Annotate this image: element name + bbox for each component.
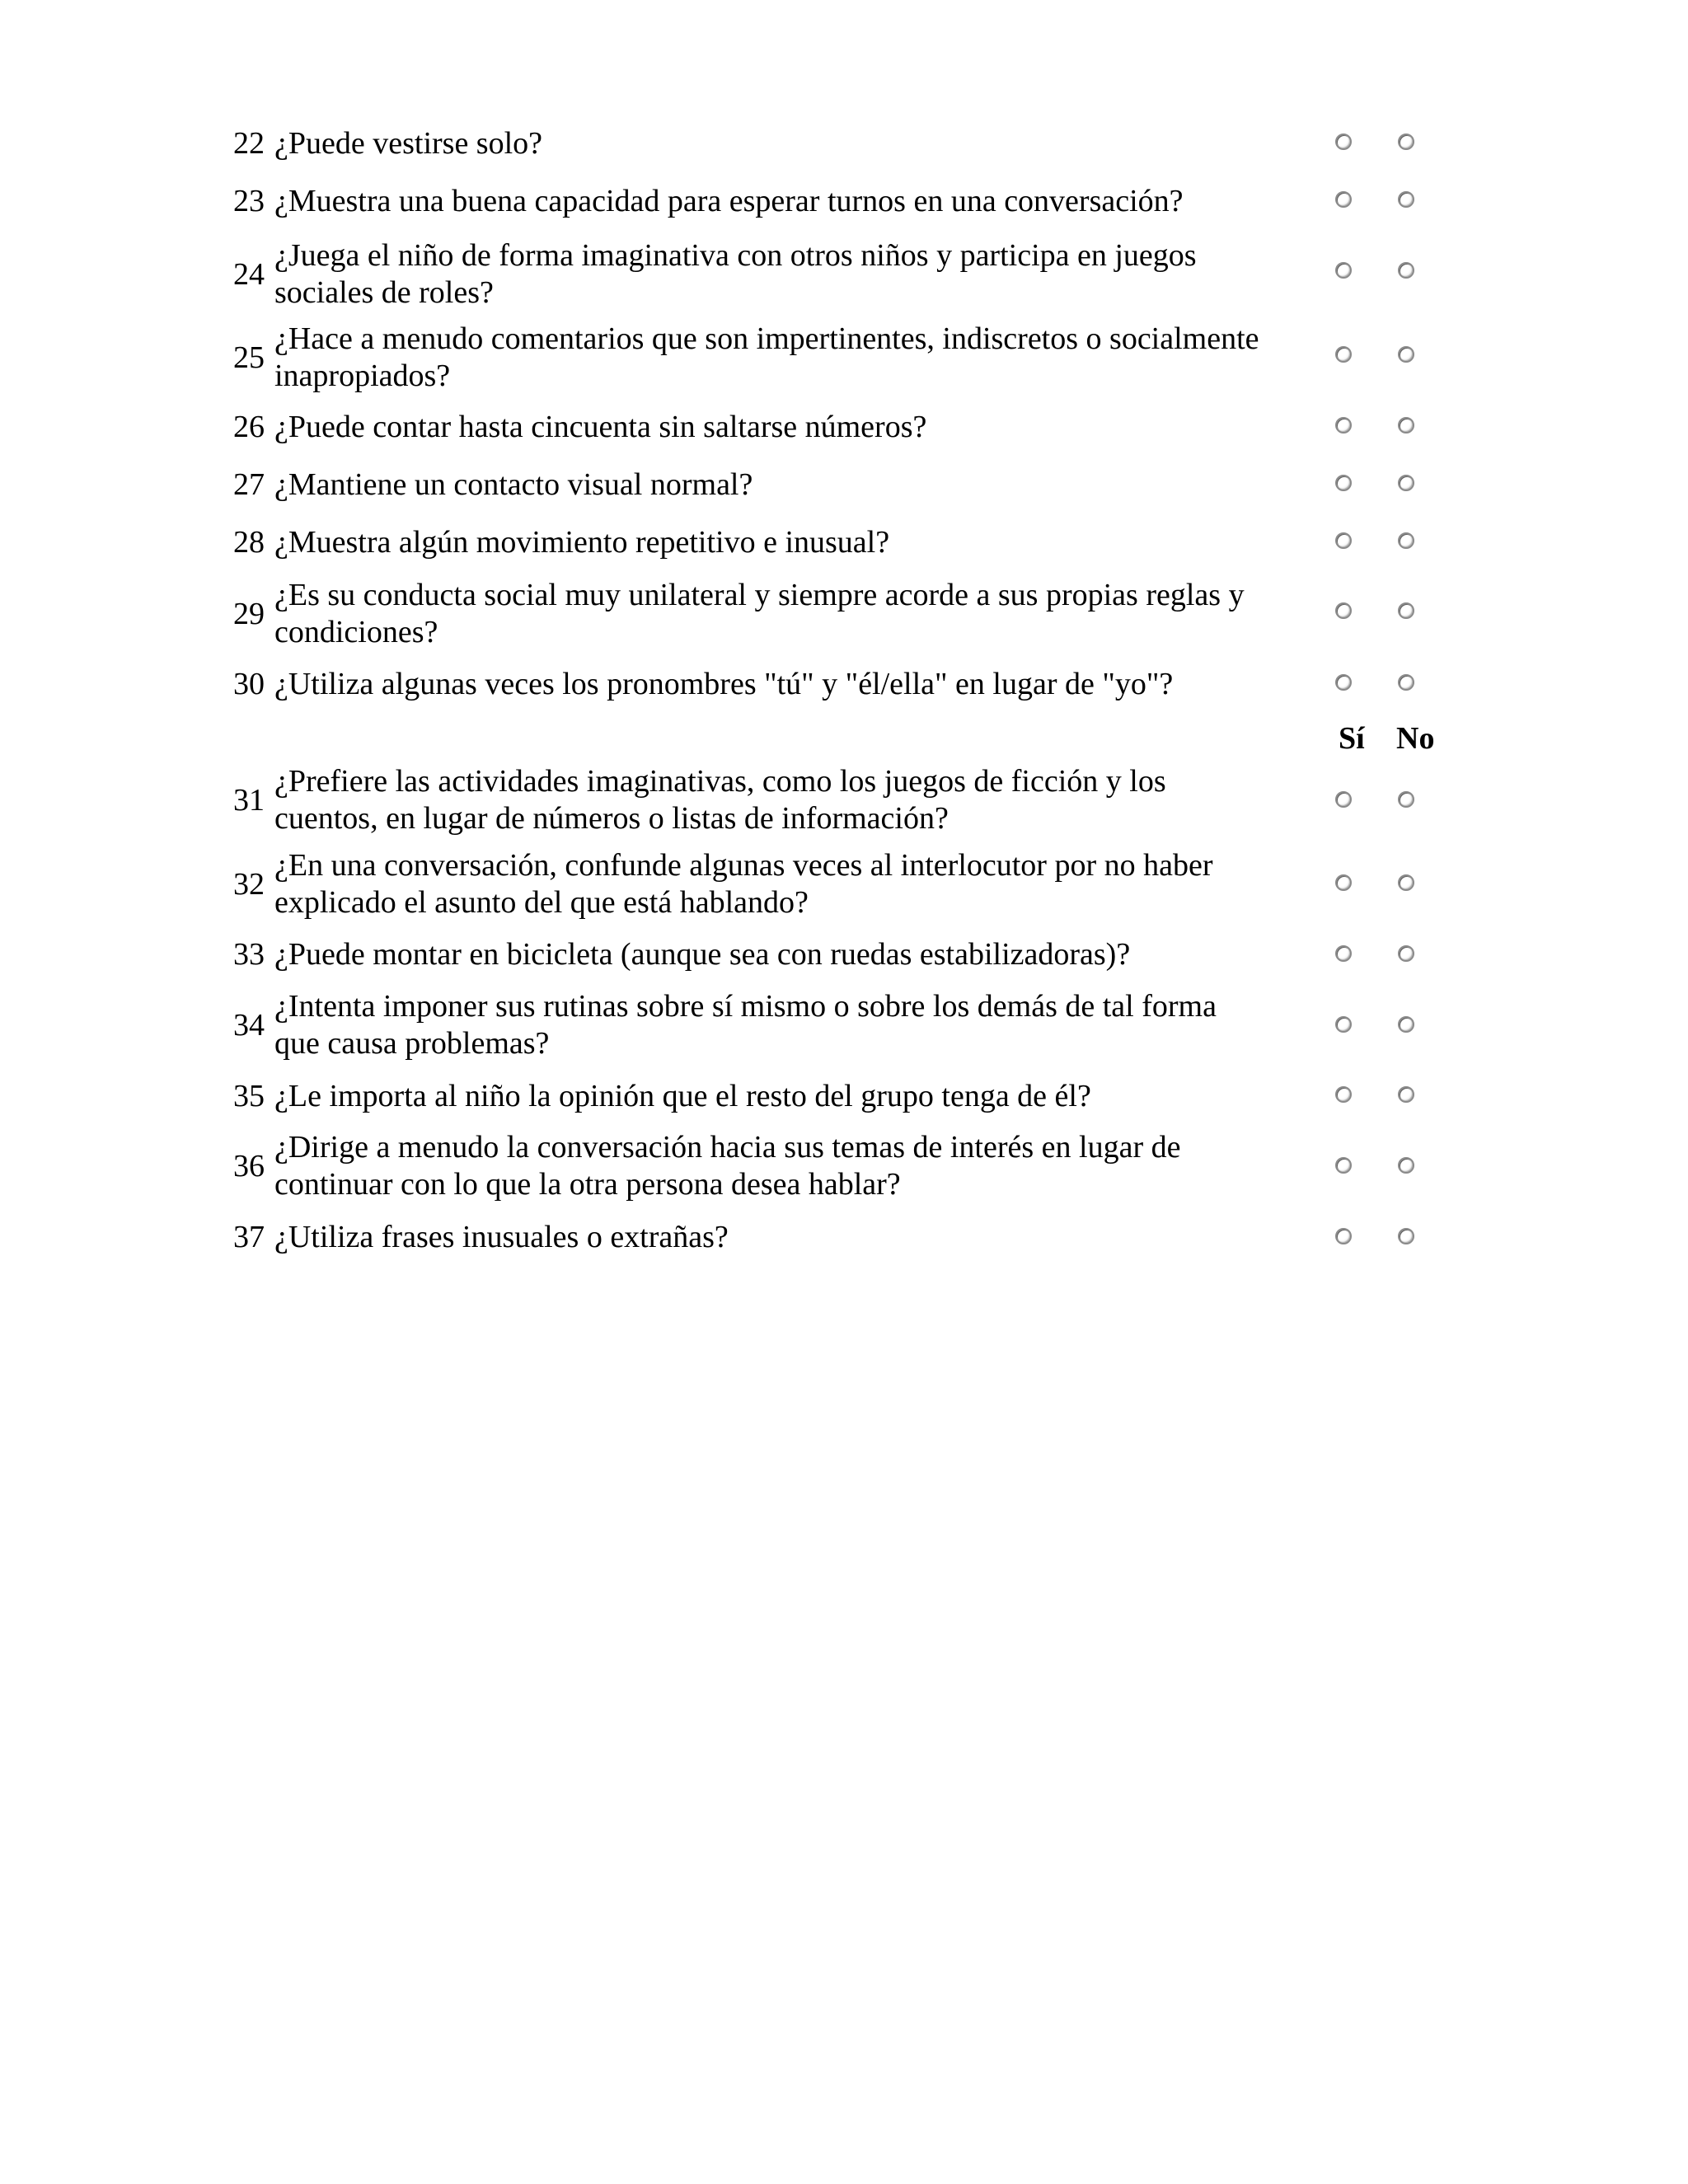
column-header-no: No (1396, 721, 1435, 756)
question-text: ¿Le importa al niño la opinión que el resto del grupo tenga de él? (274, 1079, 1091, 1113)
column-header-si: Sí (1339, 721, 1365, 756)
question-number: 27 (233, 467, 265, 502)
question-text-line-2: que causa problemas? (274, 1026, 550, 1061)
question-number: 28 (233, 525, 265, 560)
question-text-line-1: ¿Juega el niño de forma imaginativa con otros niños y participa en juegos (274, 238, 1197, 273)
question-number: 22 (233, 126, 265, 161)
question-number: 24 (233, 257, 265, 292)
question-text-line-1: ¿Prefiere las actividades imaginativas, como los juegos de ficción y los (274, 764, 1166, 799)
question-number: 33 (233, 937, 265, 972)
radio-si-32[interactable] (1335, 874, 1352, 891)
question-text: ¿Utiliza frases inusuales o extrañas? (274, 1220, 729, 1254)
question-text-line-1: ¿Dirige a menudo la conversación hacia sus temas de interés en lugar de (274, 1130, 1181, 1165)
radio-no-31[interactable] (1398, 791, 1414, 808)
question-number: 34 (233, 1008, 265, 1043)
question-text: ¿Mantiene un contacto visual normal? (274, 467, 753, 502)
question-number: 30 (233, 667, 265, 701)
radio-no-34[interactable] (1398, 1016, 1414, 1033)
question-text-line-2: condiciones? (274, 615, 438, 649)
question-text-line-2: explicado el asunto del que está hablando? (274, 885, 809, 920)
question-text-line-1: ¿Intenta imponer sus rutinas sobre sí mismo o sobre los demás de tal forma (274, 989, 1217, 1024)
question-text: ¿Puede montar en bicicleta (aunque sea con ruedas estabilizadoras)? (274, 937, 1131, 972)
question-number: 36 (233, 1149, 265, 1183)
radio-si-37[interactable] (1335, 1228, 1352, 1244)
question-number: 35 (233, 1079, 265, 1113)
question-number: 29 (233, 597, 265, 631)
question-text-line-2: sociales de roles? (274, 275, 494, 310)
radio-si-31[interactable] (1335, 791, 1352, 808)
radio-no-25[interactable] (1398, 346, 1414, 363)
radio-si-33[interactable] (1335, 945, 1352, 962)
radio-no-37[interactable] (1398, 1228, 1414, 1244)
radio-no-35[interactable] (1398, 1086, 1414, 1103)
radio-no-26[interactable] (1398, 417, 1414, 434)
radio-si-34[interactable] (1335, 1016, 1352, 1033)
radio-si-35[interactable] (1335, 1086, 1352, 1103)
radio-no-22[interactable] (1398, 134, 1414, 150)
question-number: 23 (233, 184, 265, 218)
radio-si-26[interactable] (1335, 417, 1352, 434)
radio-no-33[interactable] (1398, 945, 1414, 962)
question-text: ¿Puede vestirse solo? (274, 126, 543, 161)
question-number: 37 (233, 1220, 265, 1254)
radio-si-24[interactable] (1335, 262, 1352, 279)
radio-no-27[interactable] (1398, 475, 1414, 491)
radio-si-36[interactable] (1335, 1157, 1352, 1174)
question-text-line-1: ¿Es su conducta social muy unilateral y siempre acorde a sus propias reglas y (274, 578, 1245, 612)
radio-no-28[interactable] (1398, 532, 1414, 549)
question-text-line-2: cuentos, en lugar de números o listas de información? (274, 801, 949, 836)
radio-si-29[interactable] (1335, 602, 1352, 619)
radio-no-24[interactable] (1398, 262, 1414, 279)
radio-si-23[interactable] (1335, 191, 1352, 208)
radio-no-23[interactable] (1398, 191, 1414, 208)
question-text: ¿Muestra una buena capacidad para esperar turnos en una conversación? (274, 184, 1184, 218)
question-text-line-1: ¿En una conversación, confunde algunas veces al interlocutor por no haber (274, 848, 1213, 883)
radio-no-36[interactable] (1398, 1157, 1414, 1174)
radio-si-25[interactable] (1335, 346, 1352, 363)
question-number: 32 (233, 867, 265, 902)
question-text: ¿Muestra algún movimiento repetitivo e inusual? (274, 525, 890, 560)
question-number: 26 (233, 410, 265, 444)
radio-si-30[interactable] (1335, 674, 1352, 691)
question-number: 31 (233, 783, 265, 818)
question-number: 25 (233, 340, 265, 375)
radio-no-32[interactable] (1398, 874, 1414, 891)
radio-si-27[interactable] (1335, 475, 1352, 491)
question-text: ¿Puede contar hasta cincuenta sin saltarse números? (274, 410, 927, 444)
radio-no-30[interactable] (1398, 674, 1414, 691)
question-text-line-2: continuar con lo que la otra persona desea hablar? (274, 1167, 901, 1202)
radio-no-29[interactable] (1398, 602, 1414, 619)
question-text-line-2: inapropiados? (274, 359, 451, 393)
radio-si-22[interactable] (1335, 134, 1352, 150)
radio-si-28[interactable] (1335, 532, 1352, 549)
question-text-line-1: ¿Hace a menudo comentarios que son impertinentes, indiscretos o socialmente (274, 321, 1259, 356)
question-text: ¿Utiliza algunas veces los pronombres "tú" y "él/ella" en lugar de "yo"? (274, 667, 1174, 701)
